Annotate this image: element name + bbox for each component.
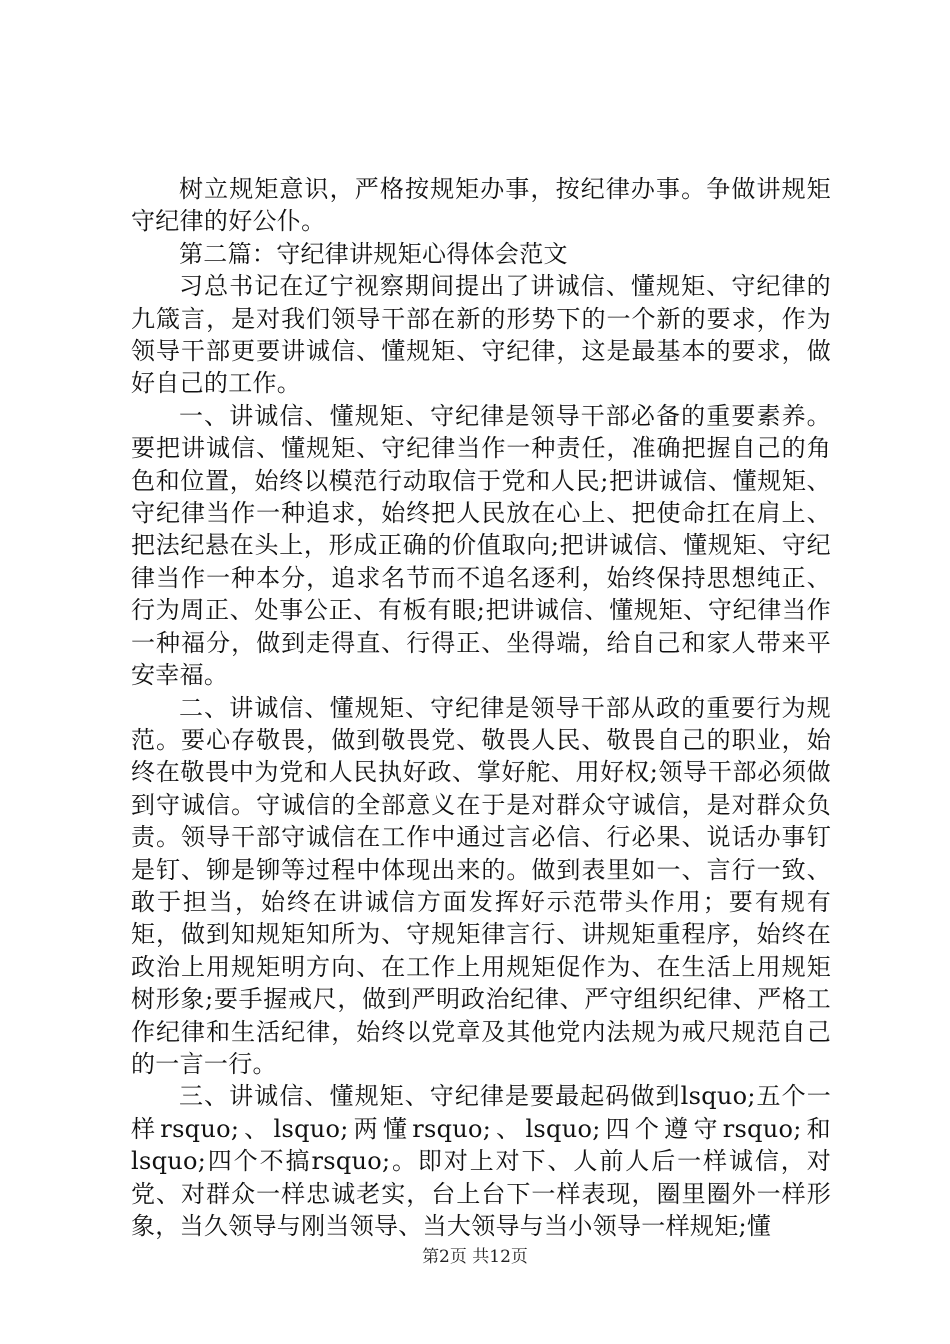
paragraph-point-one: 一、讲诚信、懂规矩、守纪律是领导干部必备的重要素养。要把讲诚信、懂规矩、守纪律当作一种责任，准确把握自己的角色和位置，始终以模范行动取信于党和人民;把讲诚信、懂规矩、守纪律当作一种追求，始终把人民放在心上、把使命扛在肩上、把法纪悬在头上，形成正确的价值取向;把讲诚信、懂规矩、守纪律当作一种本分，追求名节而不追名逐利，始终保持思想纯正、行为周正、处事公正、有板有眼;把讲诚信、懂规矩、守纪律当作一种福分，做到走得直、行得正、坐得端，给自己和家人带来平安幸福。 xyxy=(131,401,831,690)
paragraph-point-three: 三、讲诚信、懂规矩、守纪律是要最起码做到lsquo;五个一样rsquo;、lsquo;两懂rsquo;、lsquo;四个遵守rsquo;和lsquo;四个不搞rsquo;。即对上对下、人前人后一样诚信，对党、对群众一样忠诚老实，台上台下一样表现，圈里圈外一样形象，当久领导与刚当领导、当大领导与当小领导一样规矩;懂 xyxy=(131,1082,831,1240)
section-title: 第二篇：守纪律讲规矩心得体会范文 xyxy=(179,239,568,268)
paragraph-point-two: 二、讲诚信、懂规矩、守纪律是领导干部从政的重要行为规范。要心存敬畏，做到敬畏党、敬畏人民、敬畏自己的职业，始终在敬畏中为党和人民执好政、掌好舵、用好权;领导干部必须做到守诚信。守诚信的全部意义在于是对群众守诚信，是对群众负责。领导干部守诚信在工作中通过言必信、行必果、说话办事钉是钉、铆是铆等过程中体现出来的。做到表里如一、言行一致、敢于担当，始终在讲诚信方面发挥好示范带头作用；要有规有矩，做到知规矩知所为、守规矩律言行、讲规矩重程序，始终在政治上用规矩明方向、在工作上用规矩促作为、在生活上用规矩树形象;要手握戒尺，做到严明政治纪律、严守组织纪律、严格工作纪律和生活纪律，始终以党章及其他党内法规为戒尺规范自己的一言一行。 xyxy=(131,693,831,1078)
paragraph-intro: 习总书记在辽宁视察期间提出了讲诚信、懂规矩、守纪律的九箴言，是对我们领导干部在新的形势下的一个新的要求，作为领导干部更要讲诚信、懂规矩、守纪律，这是最基本的要求，做好自己的工作。 xyxy=(131,272,831,398)
document-body xyxy=(131,173,831,1242)
paragraph-continuation: 树立规矩意识，严格按规矩办事，按纪律办事。争做讲规矩守纪律的好公仆。 xyxy=(131,175,831,236)
page-number: 第2页 共12页 xyxy=(422,1247,528,1267)
